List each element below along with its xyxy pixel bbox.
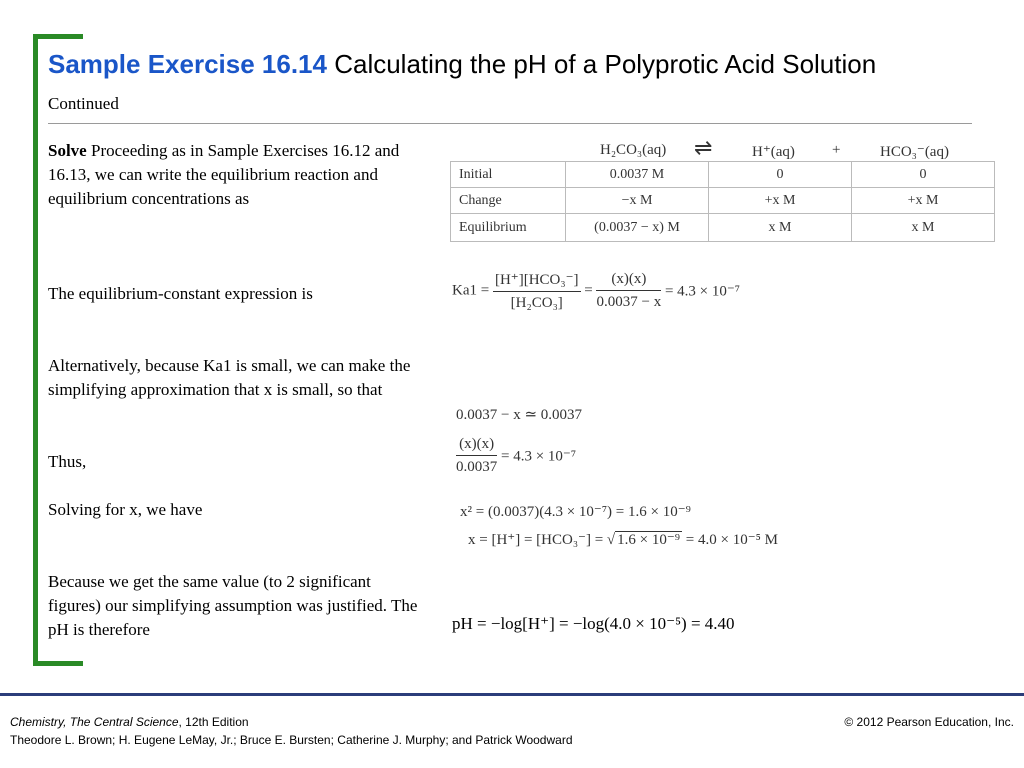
fraction-denominator: 0.0037 − x [596, 294, 662, 310]
row-label: Equilibrium [451, 214, 566, 242]
thus-paragraph: Thus, [48, 452, 87, 471]
equilibrium-arrow-icon: ⇌ [694, 135, 713, 160]
table-cell: +x M [852, 188, 995, 214]
table-row [451, 214, 995, 242]
solve-equation-line2 [468, 530, 778, 549]
row-label: Change [451, 188, 566, 214]
fraction-denominator: [H₂CO₃] [510, 295, 563, 311]
solve-equation-line1: x² = (0.0037)(4.3 × 10⁻⁷) = 1.6 × 10⁻⁹ [460, 504, 691, 520]
header-divider [48, 123, 972, 124]
footer-copyright: © 2012 Pearson Education, Inc. [844, 715, 1014, 729]
title-exercise-number: Sample Exercise 16.14 [48, 49, 327, 79]
row-label: Initial [451, 162, 566, 188]
footer-authors: Theodore L. Brown; H. Eugene LeMay, Jr.; Bruce E. Bursten; Catherine J. Murphy; and Patrick Woodward [10, 733, 573, 747]
reaction-reactant: H₂CO₃(aq) [600, 142, 667, 158]
reaction-plus: + [832, 142, 841, 158]
approximation-paragraph: Alternatively, because Ka1 is small, we can make the simplifying approximation that x is small, so that [48, 356, 411, 399]
thus-fraction [456, 436, 497, 476]
table-cell: x M [709, 214, 852, 242]
fraction-denominator: 0.0037 [456, 459, 498, 475]
footer-divider [0, 693, 1024, 696]
reaction-product-hco3: HCO₃⁻(aq) [880, 144, 949, 160]
equation-left: x = [H⁺] = [HCO₃⁻] = √ [468, 532, 616, 548]
final-paragraph: Because we get the same value (to 2 significant figures) our simplifying assumption was justified. The pH is therefore [48, 572, 418, 639]
green-bracket-top [33, 34, 83, 39]
footer-book [10, 715, 249, 729]
table-cell: 0 [852, 162, 995, 188]
table-cell: 0 [709, 162, 852, 188]
table-cell: −x M [566, 188, 709, 214]
solve-label: Solve [48, 141, 87, 160]
ka-lhs: Ka1 = [452, 282, 490, 299]
table-cell: x M [852, 214, 995, 242]
thus-value: = 4.3 × 10⁻⁷ [501, 448, 577, 465]
ka-equals: = [584, 282, 593, 299]
reaction-product-h: H⁺(aq) [752, 144, 795, 160]
table-row [451, 162, 995, 188]
ka-paragraph: The equilibrium-constant expression is [48, 284, 313, 303]
solve-paragraph [48, 139, 420, 211]
solving-paragraph: Solving for x, we have [48, 500, 203, 519]
equation-right: = 4.0 × 10⁻⁵ M [682, 532, 778, 548]
book-edition: , 12th Edition [178, 715, 249, 729]
table-row [451, 188, 995, 214]
ph-expression: pH = −log[H⁺] = −log(4.0 × 10⁻⁵) = 4.40 [452, 614, 735, 633]
fraction-numerator: (x)(x) [596, 271, 661, 291]
table-cell: 0.0037 M [566, 162, 709, 188]
ka-expression [452, 270, 740, 312]
table-cell: +x M [709, 188, 852, 214]
green-bracket-bottom [33, 661, 83, 666]
slide-title [48, 49, 876, 80]
ka-value: = 4.3 × 10⁻⁷ [664, 283, 741, 300]
approximation-expression: 0.0037 − x ≃ 0.0037 [456, 407, 583, 423]
fraction-numerator: (x)(x) [456, 436, 497, 456]
ice-table [450, 161, 995, 242]
book-title: Chemistry, The Central Science [10, 715, 179, 729]
continued-label: Continued [48, 94, 119, 113]
ka-fraction-concentrations [493, 270, 581, 312]
solve-text: Proceeding as in Sample Exercises 16.12 and 16.13, we can write the equilibrium reaction and equilibrium concentrations as [48, 141, 400, 208]
ka-fraction-x [596, 271, 661, 311]
thus-expression [456, 436, 576, 476]
fraction-numerator: [H⁺][HCO₃⁻] [493, 270, 581, 292]
title-text: Calculating the pH of a Polyprotic Acid Solution [326, 49, 877, 79]
table-cell: (0.0037 − x) M [566, 214, 709, 242]
green-bracket-vertical [33, 34, 38, 666]
square-root-term: 1.6 × 10⁻⁹ [617, 532, 681, 548]
